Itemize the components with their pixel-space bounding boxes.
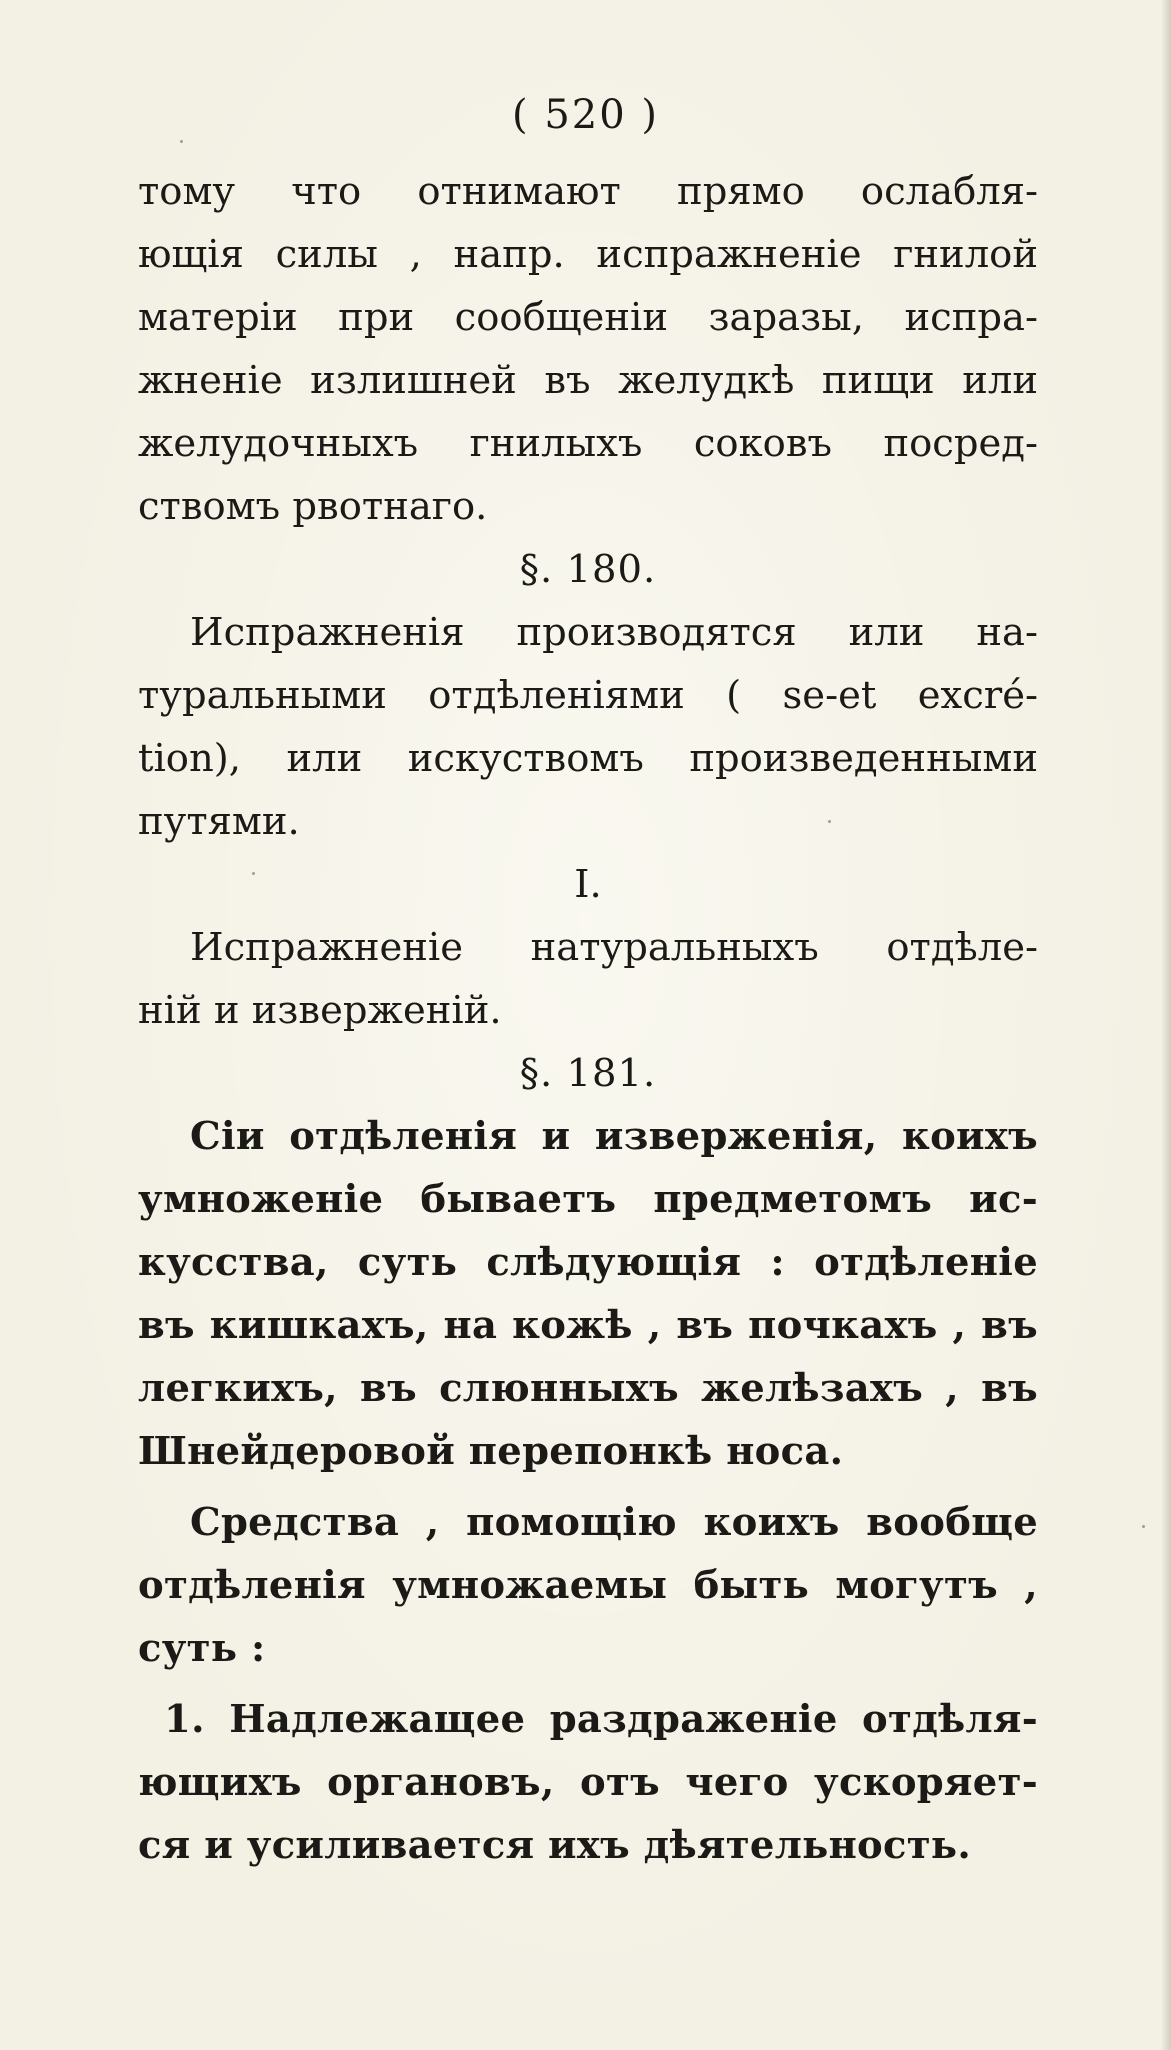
section-heading-180: §. 180. [519, 547, 657, 592]
text-line: Испражненіе натуральныхъ отдѣле- [190, 925, 1038, 970]
text-line: Шнейдеровой перепонкѣ носа. [138, 1429, 844, 1474]
text-line: умноженіе бываетъ предметомъ ис- [138, 1177, 1038, 1222]
speck [180, 140, 183, 143]
page-edge-shadow [1161, 0, 1171, 2050]
text-line: Сіи отдѣленія и изверженія, коихъ [190, 1114, 1038, 1159]
text-line: Испражненія производятся или на- [190, 610, 1038, 655]
text-line: отдѣленія умножаемы быть могутъ , [138, 1563, 1038, 1608]
text-line: ствомъ рвотнаго. [138, 484, 488, 529]
text-line: въ кишкахъ, на кожѣ , въ почкахъ , въ [138, 1303, 1038, 1348]
text-line: ющихъ органовъ, отъ чего ускоряет- [138, 1760, 1038, 1805]
text-line: легкихъ, въ слюнныхъ желѣзахъ , въ [138, 1366, 1038, 1411]
text-line: ся и усиливается ихъ дѣятельность. [138, 1823, 972, 1868]
text-line: тому что отнимают прямо ослабля- [138, 169, 1038, 214]
text-line: Средства , помощію коихъ вообще [190, 1500, 1038, 1545]
text-line: жненіе излишней въ желудкѣ пищи или [138, 358, 1038, 403]
text-line: ній и изверженій. [138, 988, 502, 1033]
text-line: ющія силы , напр. испражненіе гнилой [138, 232, 1038, 277]
section-heading-181: §. 181. [519, 1051, 657, 1096]
speck [1142, 1525, 1145, 1528]
text-line: туральными отдѣленіями ( se-et excré- [138, 673, 1038, 718]
roman-numeral-heading: I. [574, 862, 602, 907]
text-line: кусства, суть слѣдующія : отдѣленіе [138, 1240, 1038, 1285]
text-line: 1. Надлежащее раздраженіе отдѣля- [164, 1697, 1038, 1742]
page-number: ( 520 ) [512, 92, 659, 138]
text-line: желудочныхъ гнилыхъ соковъ посред- [138, 421, 1038, 466]
text-line: матеріи при сообщеніи заразы, испра- [138, 295, 1038, 340]
text-line: путями. [138, 799, 300, 844]
text-line: tion), или искуствомъ произведенными [138, 736, 1038, 781]
text-line: суть : [138, 1626, 266, 1671]
page-text [138, 160, 1038, 1877]
